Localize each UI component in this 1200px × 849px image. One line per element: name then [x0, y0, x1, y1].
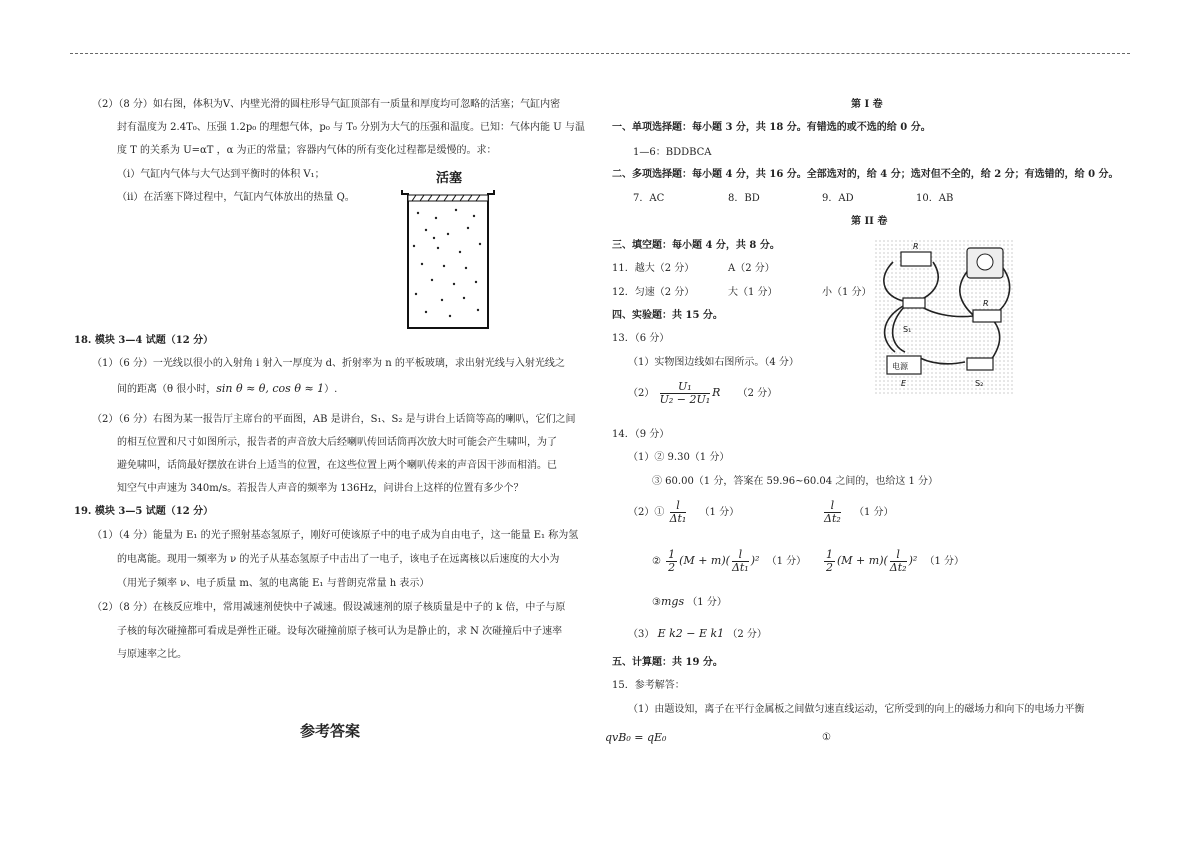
q14-2-2b-score: （1 分）	[924, 556, 964, 567]
q15-1: （1）由题设知，离子在平行金属板之间做匀速直线运动，它所受到的向上的磁场力和向下的电场力平衡	[628, 704, 1085, 715]
volume-2-title: 第 II 卷	[851, 216, 888, 227]
q18-1-line2-b: ）.	[324, 384, 338, 395]
q13-2-label: （2）	[628, 388, 655, 399]
small-angle-approx: sin θ ≈ θ, cos θ ≈ 1	[216, 382, 325, 395]
q13-2-numerator: U₁	[660, 381, 711, 394]
resistor-r	[973, 310, 1001, 322]
s1-label: S₁	[903, 325, 912, 334]
numerator-l: l	[824, 500, 841, 513]
section-1-answers: 1—6：BDDBCA	[633, 147, 712, 158]
piston-label: 活塞	[436, 171, 463, 186]
rheostat-top	[901, 252, 931, 266]
q11-answer-a: 11．越大（2 分）	[612, 263, 695, 274]
q18-heading: 18. 模块 3—4 试题（12 分）	[74, 335, 214, 346]
half-den: 2	[668, 561, 676, 574]
circuit-svg	[875, 240, 1015, 395]
ke-fraction-dt2	[890, 549, 907, 574]
circuit-figure	[875, 240, 1015, 398]
circle-2: ②	[652, 556, 661, 567]
half-den: 2	[826, 561, 833, 574]
numerator-l: l	[670, 500, 687, 513]
square-term: )²	[750, 554, 760, 567]
q14-fraction-dt1	[670, 500, 687, 525]
q17-2-line3: 度 T 的关系为 U=αT ，α 为正的常量；容器内气体的所有变化过程都是缓慢的。求：	[117, 145, 497, 156]
q17-2-line2: 封有温度为 2.4T₀、压强 1.2p₀ 的理想气体，p₀ 与 T₀ 分别为大气的压强和温度。已知：气体内能 U 与温	[117, 122, 585, 133]
q17-2-line1: （2）（8 分）如右图，体积为V、内壁光滑的圆柱形导气缸顶部有一质量和厚度均可忽略的活塞；气缸内密	[92, 99, 561, 110]
numerator-l: l	[890, 549, 907, 562]
circle-3: ③	[652, 597, 661, 608]
q18-1-line2	[117, 382, 337, 396]
cylinder-svg	[398, 168, 498, 330]
q14-2-3	[652, 595, 727, 609]
q18-1-line1: （1）（6 分）一光线以很小的入射角 i 射入一厚度为 d、折射率为 n 的平板玻璃，求出射光线与入射光线之	[92, 358, 565, 369]
q14-2-2-score: （1 分）	[766, 556, 807, 567]
denominator-dt2: Δt₂	[889, 561, 907, 574]
q11-answer-b: A（2 分）	[728, 263, 775, 274]
q15-heading: 15．参考解答：	[612, 680, 685, 691]
r1-label: R	[913, 242, 919, 251]
q13-2-resistor: R	[712, 386, 721, 399]
r2-label: R	[983, 299, 989, 308]
q14-2-1	[628, 500, 739, 525]
q14-2-2b	[822, 549, 964, 574]
cylinder-wall	[402, 190, 494, 328]
q19-1-line1: （1）（4 分）能量为 E₁ 的光子照射基态氢原子，刚好可使该原子中的电子成为自由电子，这一能量 E₁ 称为氢	[92, 530, 579, 541]
q19-2-line3: 与原速率之比。	[117, 649, 187, 660]
q14-2-2	[652, 549, 806, 574]
q13-2-denominator: U₂ − 2U₁	[659, 393, 711, 406]
q14-1b: ③ 60.00（1 分，答案在 59.96~60.04 之间的，也给这 1 分）	[652, 476, 939, 487]
q15-equation: qvB₀ = qE₀	[605, 731, 667, 744]
q17-2-line5: （ii）在活塞下降过程中，气缸内气体放出的热量 Q。	[117, 192, 355, 203]
mass-term: (M + m)(	[837, 554, 888, 567]
q14-heading: 14．（9 分）	[612, 429, 670, 440]
q12-answer-a: 12．匀速（2 分）	[612, 287, 695, 298]
denominator-dt1: Δt₁	[731, 561, 749, 574]
q8-answer: 8．BD	[728, 193, 760, 204]
q19-1-line3: （用光子频率 ν、电子质量 m、氢的电离能 E₁ 与普朗克常量 h 表示）	[117, 578, 430, 589]
q12-answer-c: 小（1 分）	[822, 287, 872, 298]
q14-3-label: （3）	[628, 629, 655, 640]
q14-1a: （1）② 9.30（1 分）	[628, 452, 730, 463]
header-rule	[70, 53, 1130, 54]
q14-3	[628, 627, 767, 641]
half-fraction	[666, 549, 677, 574]
cylinder-figure	[398, 168, 498, 333]
q18-1-line2-a: 间的距离（θ 很小时，	[117, 384, 217, 395]
q19-2-line1: （2）（8 分）在核反应堆中，常用减速剂使快中子减速。假设减速剂的原子核质量是中子的 k 倍，中子与原	[92, 602, 566, 613]
q19-2-line2: 子核的每次碰撞都可看成是弹性正碰。设每次碰撞前原子核可认为是静止的，求 N 次碰撞后中子速率	[117, 626, 563, 637]
volume-1-title: 第 I 卷	[851, 99, 883, 110]
q12-answer-b: 大（1 分）	[728, 287, 778, 298]
q18-2-line1: （2）（6 分）右图为某一报告厅主席台的平面图，AB 是讲台，S₁、S₂ 是与讲台上话筒等高的喇叭，它们之间	[92, 414, 576, 425]
q18-2-line4: 知空气中声速为 340m/s。若报告人声音的频率为 136Hz，问讲台上这样的位置有多少个？	[117, 483, 524, 494]
section-4-heading: 四、实验题：共 15 分。	[612, 310, 723, 321]
q14-fraction-dt2	[824, 500, 841, 525]
half-num: 1	[668, 548, 676, 561]
section-3-heading: 三、填空题：每小题 4 分，共 8 分。	[612, 240, 780, 251]
q17-2-line4: （i）气缸内气体与大气达到平衡时的体积 V₁；	[117, 169, 325, 180]
q13-2-fraction	[660, 381, 711, 406]
q9-answer: 9．AD	[822, 193, 854, 204]
section-1-heading: 一、单项选择题：每小题 3 分，共 18 分。有错选的或不选的给 0 分。	[612, 122, 931, 133]
power-label: 电源	[892, 362, 908, 371]
q14-2-label: （2）①	[628, 507, 665, 518]
q13-2-score: （2 分）	[737, 388, 778, 399]
switch-s1	[903, 298, 925, 308]
q19-heading: 19. 模块 3—5 试题（12 分）	[74, 506, 214, 517]
q13-2	[628, 381, 777, 406]
denominator-dt1: Δt₁	[669, 512, 687, 525]
answer-title: 参考答案	[300, 722, 361, 740]
q7-answer: 7．AC	[633, 193, 665, 204]
voltmeter-dial	[977, 254, 993, 270]
q19-1-line2: 的电离能。现用一频率为 ν 的光子从基态氢原子中击出了一电子，该电子在远离核以后速度的大小为	[117, 554, 560, 565]
q18-2-line2: 的相互位置和尺寸如图所示，报告者的声音放大后经喇叭传回话筒再次放大时可能会产生啸叫，为了	[117, 437, 557, 448]
q13-1: （1）实物图边线如右图所示。（4 分）	[628, 357, 799, 368]
q13-heading: 13．（6 分）	[612, 333, 670, 344]
q14-3-score: （2 分）	[727, 629, 767, 640]
q10-answer: 10．AB	[916, 193, 954, 204]
q15-equation-number: ①	[822, 732, 831, 743]
q18-2-line3: 避免啸叫，话筒最好摆放在讲台上适当的位置，在这些位置上两个喇叭传来的声音因干涉而相消。已	[117, 460, 557, 471]
mass-term: (M + m)(	[679, 554, 730, 567]
mgs-term: mgs	[660, 595, 685, 608]
square-term: )²	[908, 554, 918, 567]
half-num: 1	[826, 548, 833, 561]
q14-2-3-score: （1 分）	[687, 597, 727, 608]
gas-dots	[413, 209, 481, 317]
e-label: E	[901, 379, 907, 388]
energy-difference: E k2 − E k1	[657, 627, 725, 640]
q14-2-1-score: （1 分）	[699, 507, 740, 518]
s2-label: S₂	[975, 379, 984, 388]
section-2-heading: 二、多项选择题：每小题 4 分，共 16 分。全部选对的，给 4 分；选对但不全的，给 2 分；有选错的，给 0 分。	[612, 169, 1119, 180]
ke-fraction-dt1	[732, 549, 749, 574]
denominator-dt2: Δt₂	[824, 512, 841, 525]
q14-2-1b	[822, 500, 894, 525]
section-5-heading: 五、计算题：共 19 分。	[612, 657, 723, 668]
half-fraction	[824, 549, 835, 574]
switch-s2	[967, 358, 993, 370]
numerator-l: l	[732, 549, 749, 562]
q14-2-1b-score: （1 分）	[853, 507, 894, 518]
